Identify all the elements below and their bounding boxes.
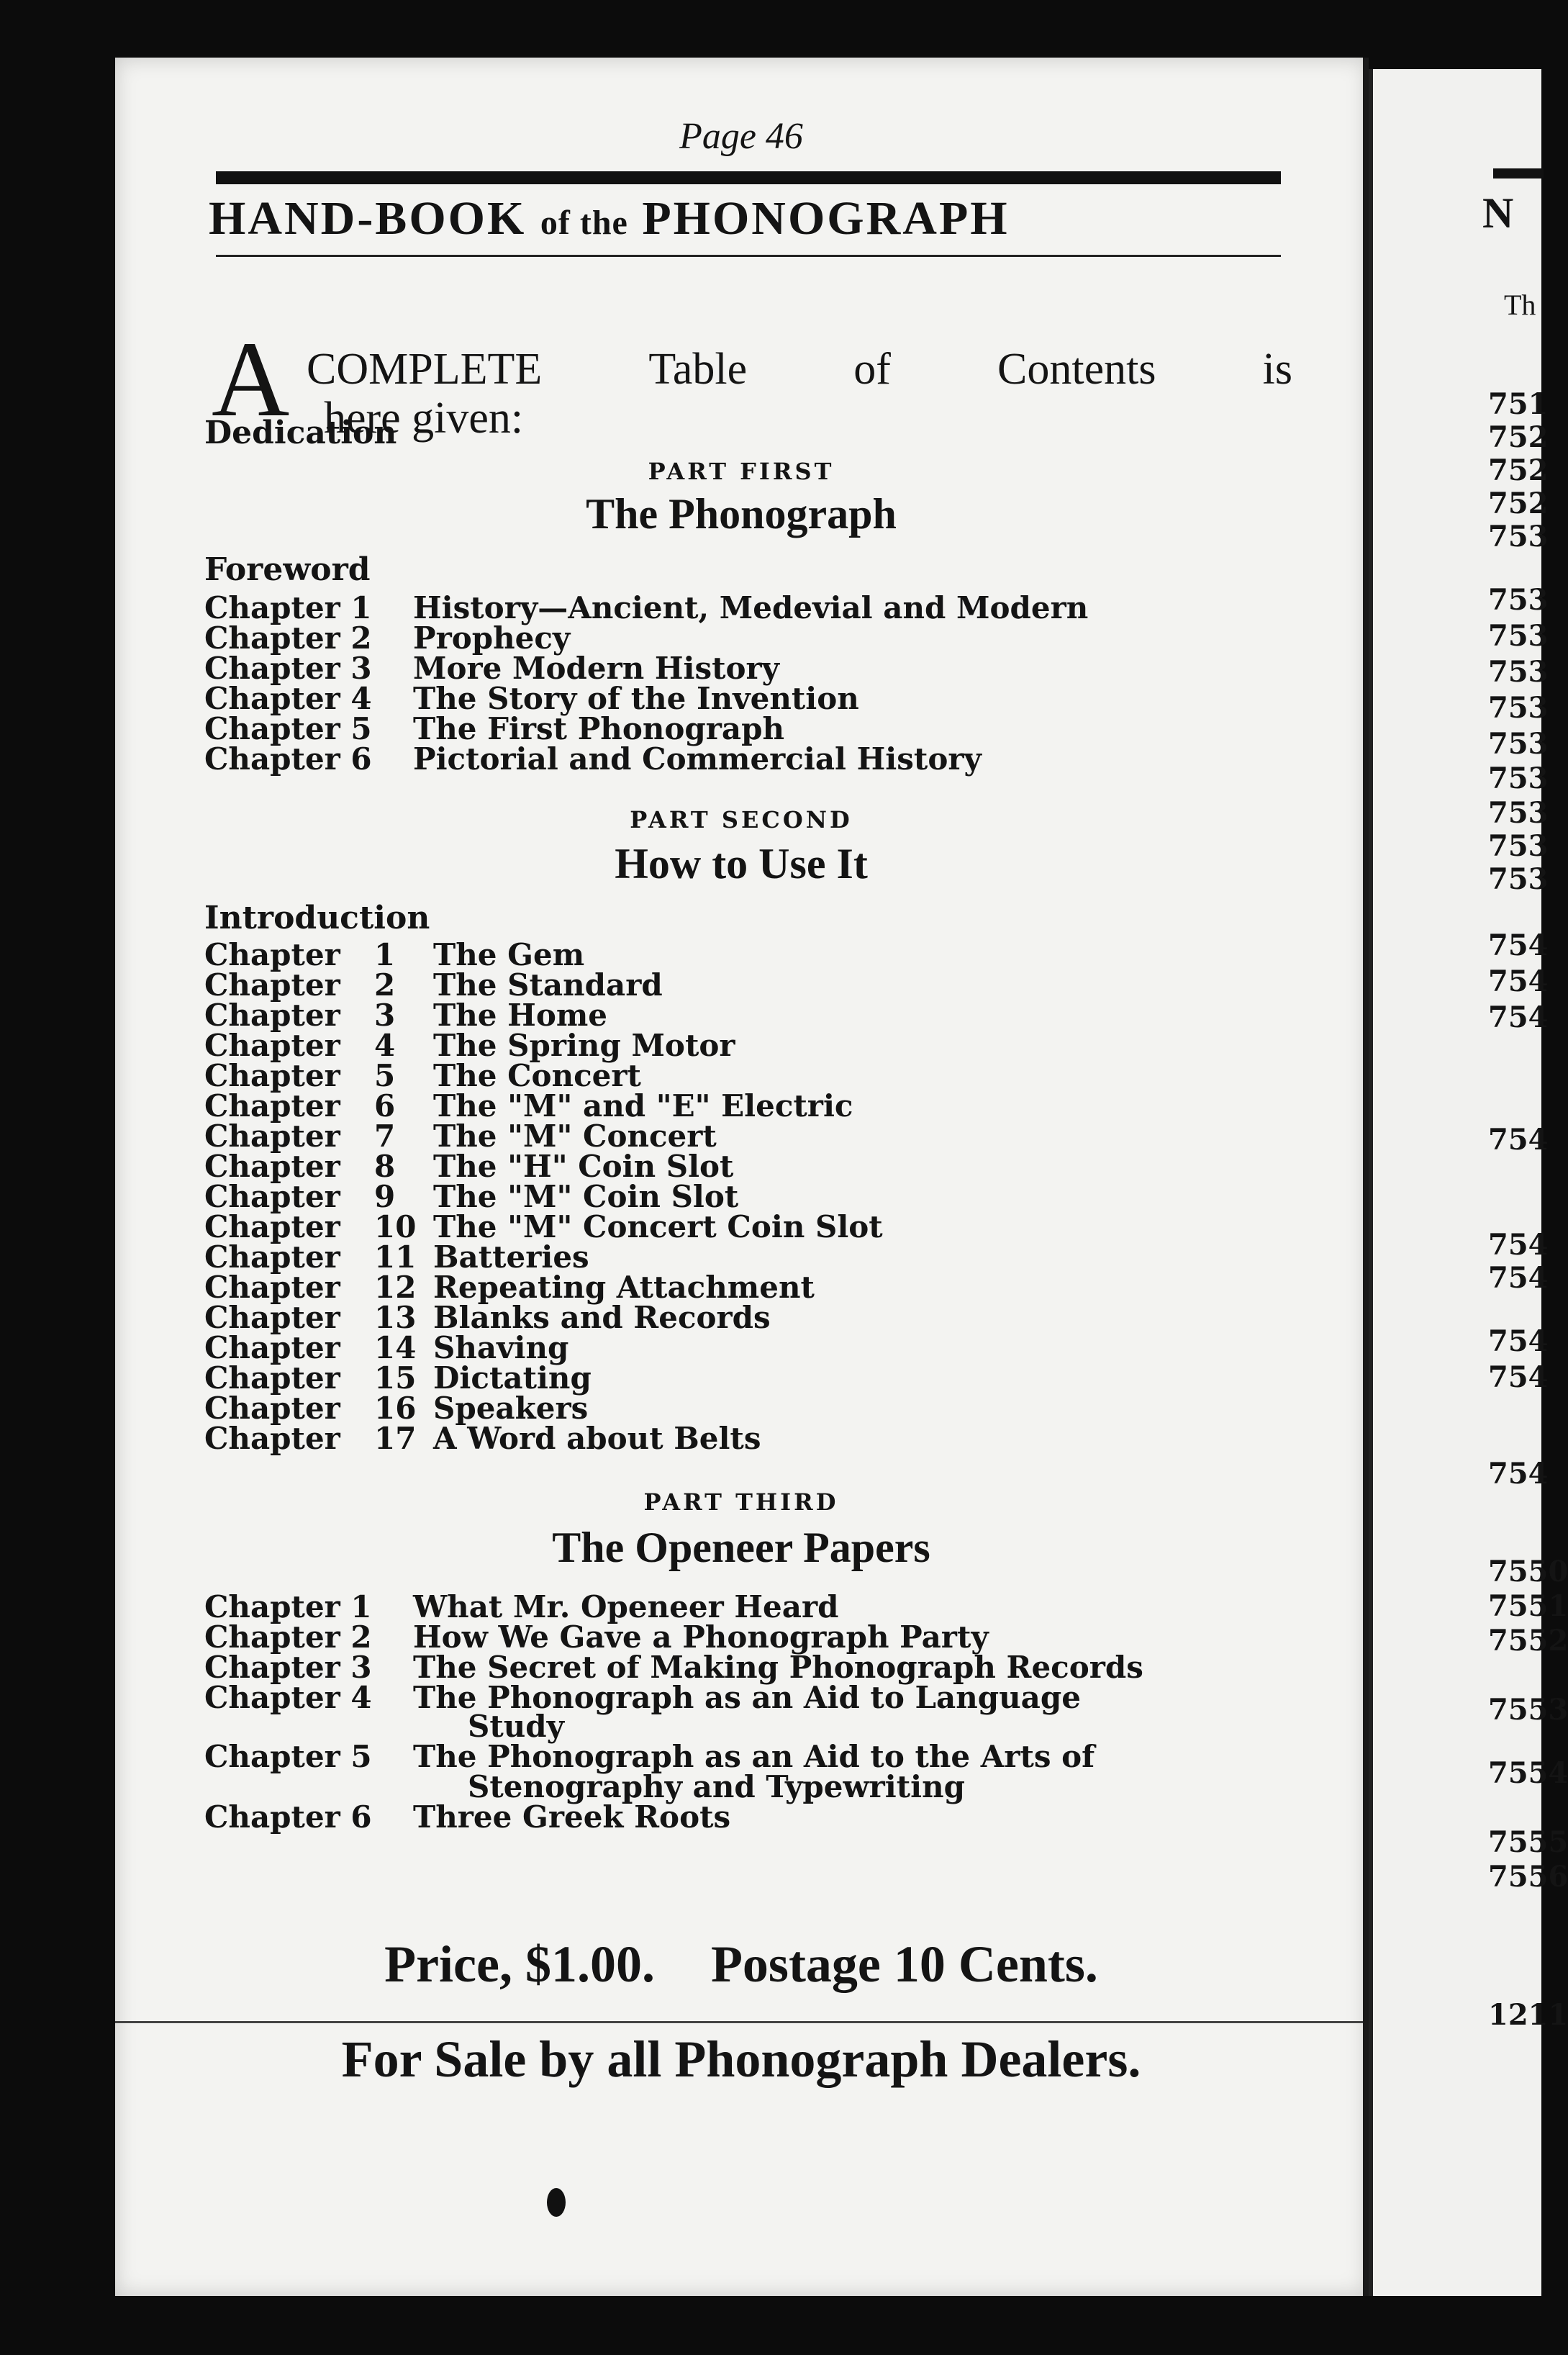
right-page-number: 751 xyxy=(1488,387,1549,421)
chapter-number: 7 xyxy=(374,1118,396,1154)
foreword: Foreword xyxy=(204,551,371,588)
right-page-number: 7556 xyxy=(1488,1860,1568,1894)
chapter-number: 3 xyxy=(374,998,396,1033)
chapter-label: Chapter xyxy=(204,1088,340,1124)
chapter-title: How We Gave a Phonograph Party xyxy=(413,1619,989,1655)
chapter-title: The Gem xyxy=(433,937,585,972)
chapter-title: The "M" Coin Slot xyxy=(433,1179,739,1214)
intro-word: Table xyxy=(648,345,748,394)
chapter-title: Speakers xyxy=(433,1391,589,1426)
postage: Postage 10 Cents. xyxy=(710,1935,1098,1993)
chapter-number: 2 xyxy=(374,967,396,1003)
chapter-title: Blanks and Records xyxy=(433,1300,771,1335)
chapter-title: The Phonograph as an Aid to Language xyxy=(413,1680,1081,1715)
right-page-number: 754 xyxy=(1488,1457,1549,1491)
chapter-label: Chapter 5 xyxy=(204,1739,372,1774)
part-second-title: How to Use It xyxy=(615,840,868,887)
chapter-number: 4 xyxy=(374,1028,396,1063)
right-page-heading: N xyxy=(1482,189,1514,237)
chapter-title: Dictating xyxy=(433,1360,592,1396)
chapter-title: The Secret of Making Phonograph Records xyxy=(413,1650,1143,1685)
right-page-number: 754 xyxy=(1488,928,1549,962)
sale-notice: For Sale by all Phonograph Dealers. xyxy=(341,2030,1141,2088)
right-page-number: 753 xyxy=(1488,727,1549,761)
chapter-label: Chapter 6 xyxy=(204,741,372,777)
header-rule xyxy=(216,171,1281,184)
left-page xyxy=(115,58,1367,2296)
running-head xyxy=(209,191,1288,246)
chapter-label: Chapter 4 xyxy=(204,681,372,716)
chapter-number: 11 xyxy=(374,1239,417,1275)
right-page-number: 7552 xyxy=(1488,1624,1568,1658)
chapter-title: More Modern History xyxy=(413,651,780,686)
right-page-number: 753 xyxy=(1488,761,1549,795)
chapter-title-continued: Stenography and Typewriting xyxy=(468,1769,966,1804)
chapter-label: Chapter xyxy=(204,1209,340,1244)
chapter-number: 6 xyxy=(374,1088,396,1124)
right-page-number: 753 xyxy=(1488,619,1549,653)
chapter-label: Chapter xyxy=(204,1360,340,1396)
right-page-number: 7553 xyxy=(1488,1693,1568,1727)
chapter-title: The "M" and "E" Electric xyxy=(433,1088,853,1124)
running-head-phonograph: PHONOGRAPH xyxy=(642,192,1010,245)
chapter-title: Three Greek Roots xyxy=(413,1799,731,1835)
right-page-number: 754 xyxy=(1488,964,1549,998)
chapter-label: Chapter 1 xyxy=(204,1589,372,1624)
right-page-number: 7554 xyxy=(1488,1756,1568,1790)
right-page-number: 753 xyxy=(1488,583,1549,617)
chapter-number: 17 xyxy=(374,1421,417,1456)
right-page-number: 753 xyxy=(1488,655,1549,689)
chapter-label: Chapter 6 xyxy=(204,1799,372,1835)
right-page-number: 752 xyxy=(1488,420,1549,454)
right-page-number: 753 xyxy=(1488,691,1549,725)
chapter-title: Batteries xyxy=(433,1239,589,1275)
right-page-number: 753 xyxy=(1488,520,1549,553)
chapter-title: The Story of the Invention xyxy=(413,681,859,716)
chapter-number: 10 xyxy=(374,1209,417,1244)
chapter-title: Pictorial and Commercial History xyxy=(413,741,982,777)
chapter-title: The Home xyxy=(433,998,607,1033)
chapter-title: Repeating Attachment xyxy=(433,1270,815,1305)
running-head-handbook: HAND-BOOK xyxy=(209,192,527,245)
price: Price, $1.00. xyxy=(384,1935,655,1993)
chapter-label: Chapter 5 xyxy=(204,711,372,746)
right-page-number: 754 xyxy=(1488,1360,1549,1394)
chapter-title: The Concert xyxy=(433,1058,641,1093)
right-page-number: 1211 xyxy=(1488,1998,1568,2032)
part-first-title: The Phonograph xyxy=(586,490,897,538)
chapter-label: Chapter xyxy=(204,1300,340,1335)
part-second-label: PART SECOND xyxy=(630,806,853,833)
ink-blot xyxy=(547,2188,566,2217)
chapter-label: Chapter xyxy=(204,1179,340,1214)
chapter-number: 15 xyxy=(374,1360,417,1396)
right-page-number: 7555 xyxy=(1488,1825,1568,1859)
page-number: Page 46 xyxy=(679,116,803,157)
chapter-label: Chapter xyxy=(204,998,340,1033)
chapter-label: Chapter 2 xyxy=(204,620,372,656)
right-page-number: 753 xyxy=(1488,829,1549,863)
right-page-rule xyxy=(1493,168,1544,178)
intro-word: Contents xyxy=(997,345,1156,394)
chapter-number: 9 xyxy=(374,1179,396,1214)
chapter-title: What Mr. Openeer Heard xyxy=(413,1589,839,1624)
chapter-number: 14 xyxy=(374,1330,417,1365)
chapter-label: Chapter 4 xyxy=(204,1680,372,1715)
running-head-of-the: of the xyxy=(540,204,628,242)
chapter-label: Chapter xyxy=(204,1118,340,1154)
chapter-title: History—Ancient, Medevial and Modern xyxy=(413,590,1089,625)
part-third-title: The Openeer Papers xyxy=(552,1524,930,1571)
right-page-number: 754 xyxy=(1488,1000,1549,1034)
right-page-number: 752 xyxy=(1488,453,1549,487)
chapter-number: 13 xyxy=(374,1300,417,1335)
introduction: Introduction xyxy=(204,900,430,936)
right-page-number: 754 xyxy=(1488,1324,1549,1358)
chapter-label: Chapter xyxy=(204,1421,340,1456)
part-third-label: PART THIRD xyxy=(643,1488,839,1516)
right-page-number: 753 xyxy=(1488,796,1549,830)
right-page-number: 7550 xyxy=(1488,1555,1568,1588)
chapter-label: Chapter xyxy=(204,1058,340,1093)
chapter-number: 1 xyxy=(374,937,396,972)
chapter-title: The Phonograph as an Aid to the Arts of xyxy=(413,1739,1095,1774)
chapter-title: The "M" Concert xyxy=(433,1118,717,1154)
chapter-label: Chapter 1 xyxy=(204,590,372,625)
chapter-label: Chapter xyxy=(204,1330,340,1365)
price-line xyxy=(115,1935,1367,1994)
chapter-label: Chapter 3 xyxy=(204,651,372,686)
chapter-title: Prophecy xyxy=(413,620,571,656)
dedication: Dedication xyxy=(204,415,397,451)
intro-word: of xyxy=(853,345,891,394)
right-page-subheading: Th xyxy=(1504,289,1536,321)
right-page-number: 7551 xyxy=(1488,1589,1568,1623)
chapter-label: Chapter xyxy=(204,1239,340,1275)
chapter-title: The "H" Coin Slot xyxy=(433,1149,734,1184)
book-gutter xyxy=(1363,58,1369,2296)
chapter-label: Chapter xyxy=(204,1270,340,1305)
right-page-number: 754 xyxy=(1488,1228,1549,1262)
chapter-title: The First Phonograph xyxy=(413,711,784,746)
chapter-title: The Standard xyxy=(433,967,663,1003)
right-page-number: 752 xyxy=(1488,487,1549,520)
part-first-label: PART FIRST xyxy=(648,458,835,485)
chapter-title-continued: Study xyxy=(468,1709,565,1744)
intro-line-1 xyxy=(307,344,1292,395)
right-page-number: 754 xyxy=(1488,1261,1549,1295)
chapter-number: 12 xyxy=(374,1270,417,1305)
chapter-label: Chapter 3 xyxy=(204,1650,372,1685)
header-underline xyxy=(216,255,1281,257)
intro-line-2: here given: xyxy=(324,394,524,443)
chapter-title: Shaving xyxy=(433,1330,569,1365)
chapter-number: 5 xyxy=(374,1058,396,1093)
fold-line xyxy=(115,2021,1367,2023)
chapter-label: Chapter xyxy=(204,967,340,1003)
right-page-number: 753 xyxy=(1488,862,1549,896)
chapter-number: 8 xyxy=(374,1149,396,1184)
chapter-label: Chapter xyxy=(204,1149,340,1184)
chapter-label: Chapter xyxy=(204,1391,340,1426)
drop-cap: A xyxy=(212,320,290,439)
chapter-title: A Word about Belts xyxy=(433,1421,761,1456)
chapter-label: Chapter 2 xyxy=(204,1619,372,1655)
chapter-label: Chapter xyxy=(204,937,340,972)
intro-word: is xyxy=(1262,345,1292,394)
intro-word: COMPLETE xyxy=(307,345,543,394)
chapter-title: The Spring Motor xyxy=(433,1028,735,1063)
chapter-label: Chapter xyxy=(204,1028,340,1063)
chapter-title: The "M" Concert Coin Slot xyxy=(433,1209,883,1244)
right-page-number: 754 xyxy=(1488,1123,1549,1157)
chapter-number: 16 xyxy=(374,1391,417,1426)
